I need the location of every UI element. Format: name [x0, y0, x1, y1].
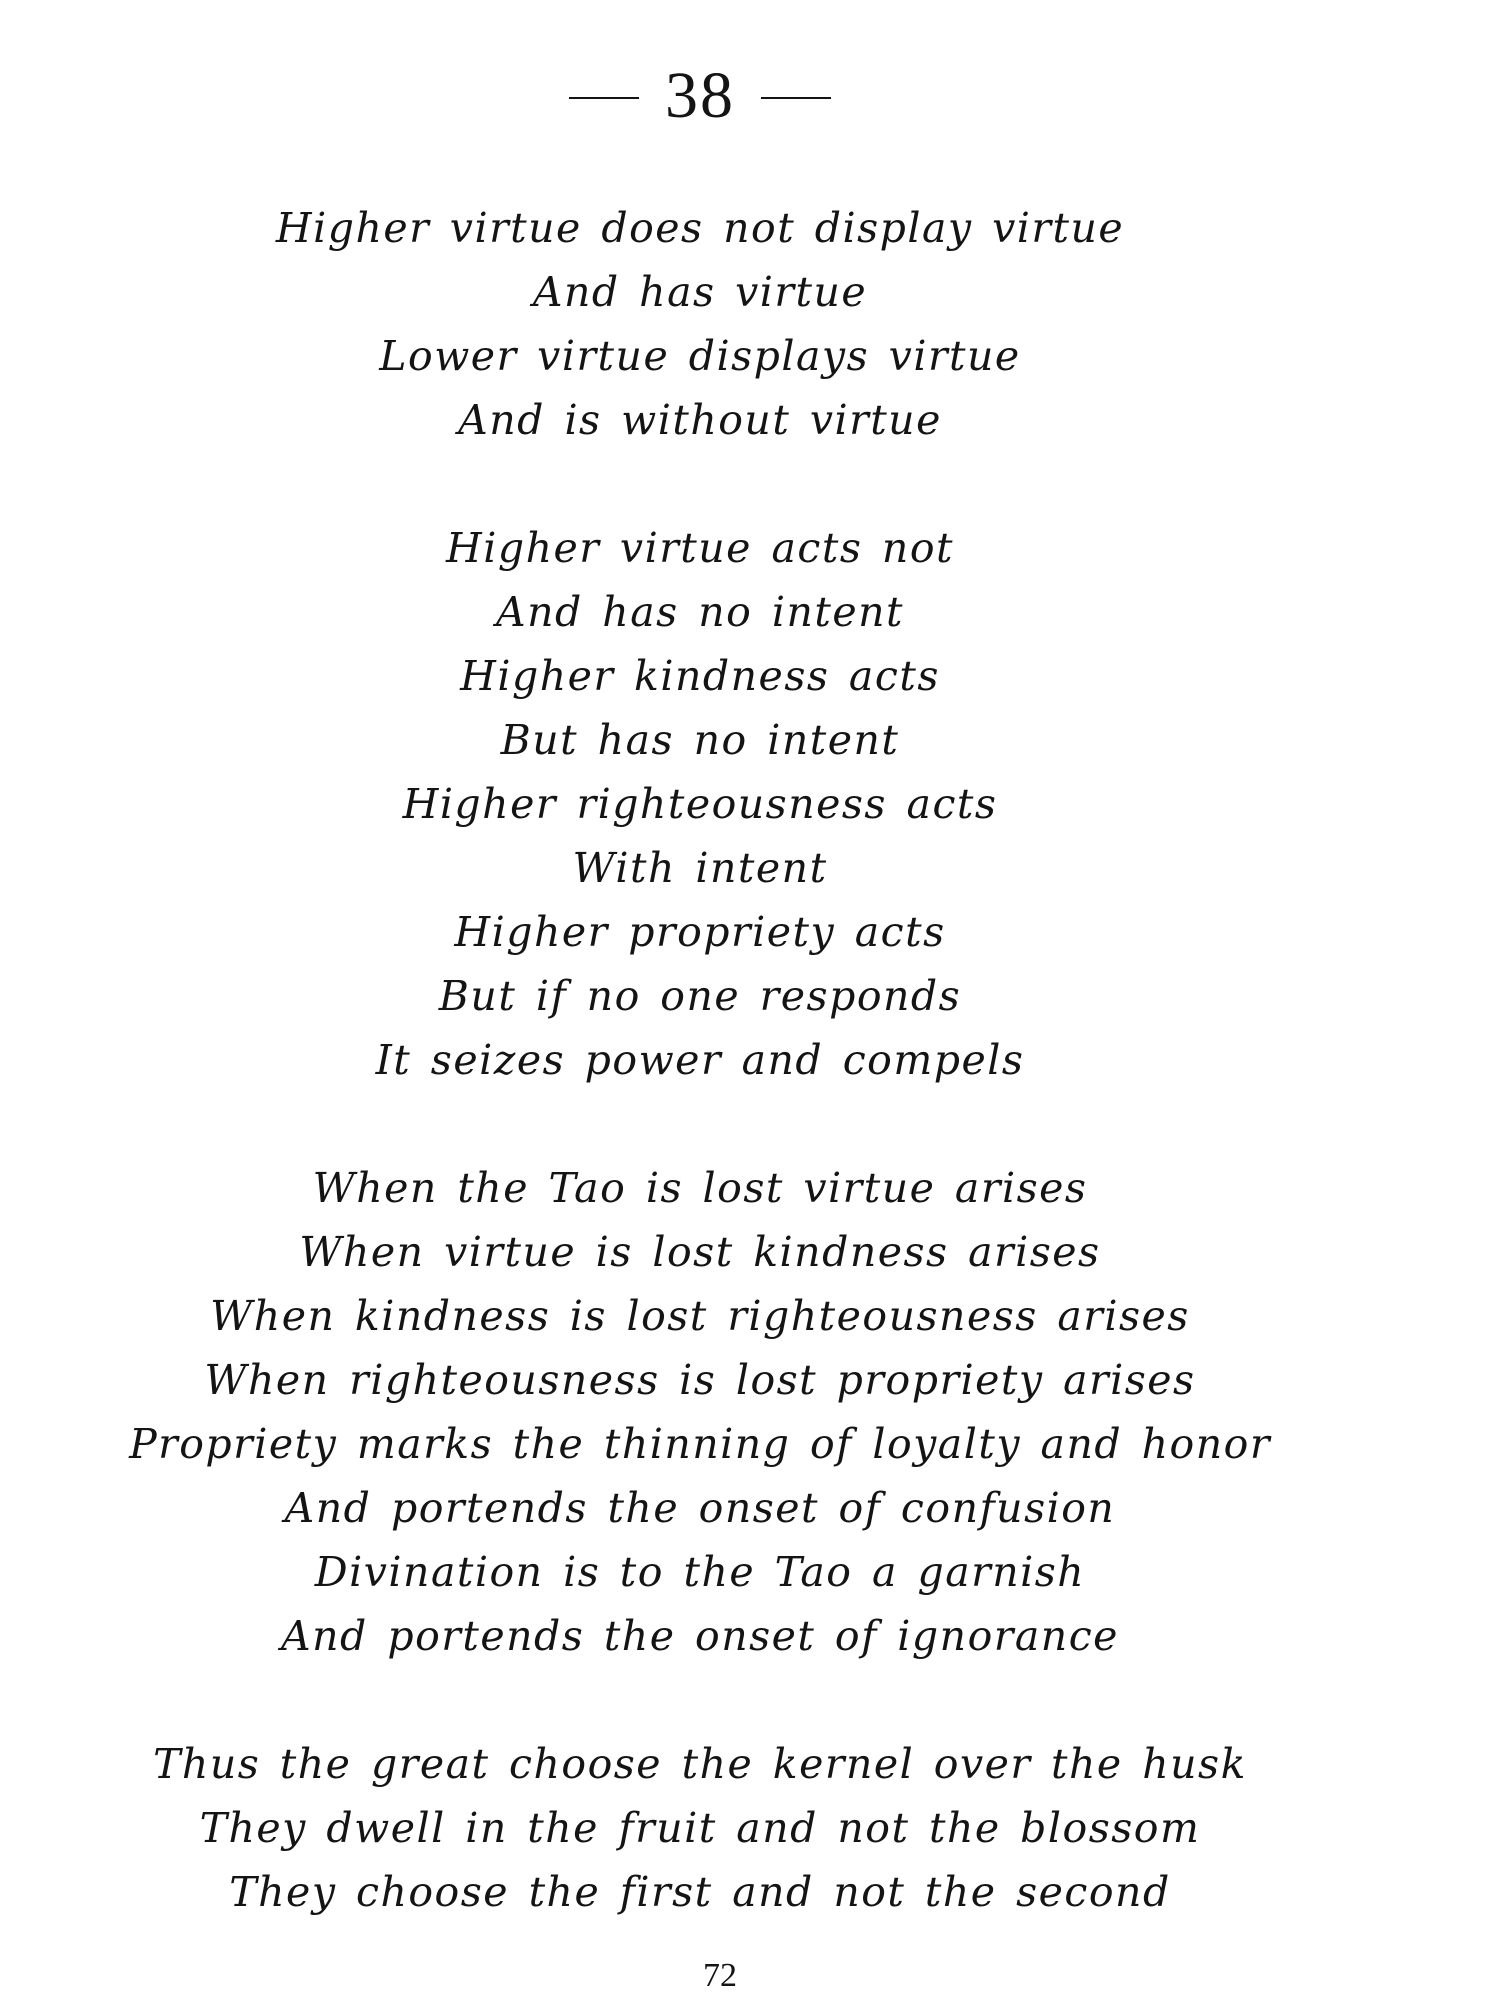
- poem-line: When righteousness is lost propriety arises: [204, 1356, 1196, 1404]
- poem-line: Propriety marks the thinning of loyalty and honor: [129, 1420, 1271, 1468]
- poem-line: Higher propriety acts: [454, 908, 946, 956]
- poem-line: It seizes power and compels: [375, 1036, 1025, 1084]
- poem-line: When the Tao is lost virtue arises: [312, 1164, 1088, 1212]
- poem-line: But has no intent: [500, 716, 900, 764]
- poem-line: And portends the onset of ignorance: [281, 1612, 1119, 1660]
- stanza-2: [0, 516, 1400, 1092]
- poem-line: But if no one responds: [438, 972, 962, 1020]
- page-number: 72: [703, 1957, 737, 1994]
- left-dash-ornament: [569, 97, 639, 99]
- poem-line: When virtue is lost kindness arises: [299, 1228, 1101, 1276]
- poem-body: [0, 196, 1400, 1924]
- poem-line: And has virtue: [532, 268, 868, 316]
- poem-line: And has no intent: [496, 588, 904, 636]
- poem-line: And portends the onset of confusion: [284, 1484, 1116, 1532]
- stanza-3: [0, 1156, 1400, 1668]
- poem-line: Higher virtue acts not: [446, 524, 954, 572]
- poem-line: Higher kindness acts: [460, 652, 940, 700]
- right-dash-ornament: [761, 97, 831, 99]
- poem-line: They dwell in the fruit and not the blossom: [199, 1804, 1201, 1852]
- stanza-4: [0, 1732, 1400, 1924]
- poem-line: When kindness is lost righteousness arises: [210, 1292, 1190, 1340]
- poem-line: Higher virtue does not display virtue: [275, 204, 1125, 252]
- poem-line: And is without virtue: [458, 396, 942, 444]
- poem-line: They choose the first and not the second: [229, 1868, 1171, 1916]
- poem-line: Higher righteousness acts: [402, 780, 998, 828]
- poem-line: Divination is to the Tao a garnish: [314, 1548, 1086, 1596]
- poem-line: Lower virtue displays virtue: [379, 332, 1021, 380]
- chapter-number: 38: [665, 59, 735, 132]
- poem-line: Thus the great choose the kernel over the husk: [153, 1740, 1247, 1788]
- poem-line: With intent: [572, 844, 828, 892]
- chapter-heading: [0, 60, 1400, 132]
- stanza-1: [0, 196, 1400, 452]
